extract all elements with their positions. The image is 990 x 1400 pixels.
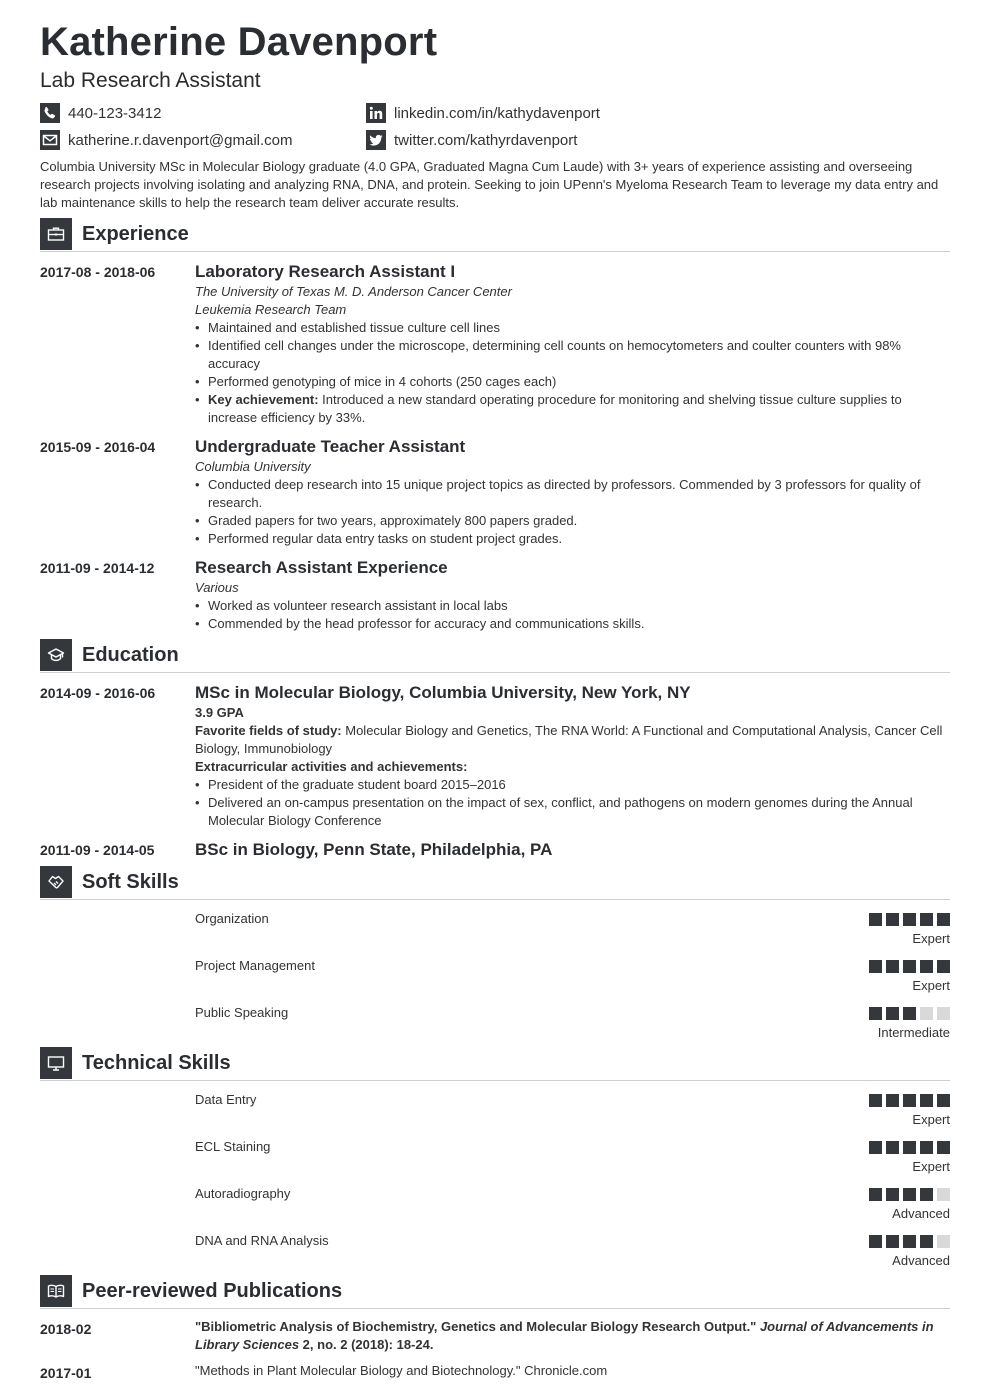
skill-rating [865, 1235, 950, 1248]
skill-level: Expert [912, 1159, 950, 1174]
fields-label: Favorite fields of study: [195, 723, 342, 738]
list-item: • Graded papers for two years, approximately 800 papers graded. [195, 512, 950, 530]
envelope-icon [40, 130, 60, 150]
rating-square-filled [886, 1235, 899, 1248]
rating-square-filled [903, 960, 916, 973]
email-text: katherine.r.davenport@gmail.com [68, 131, 293, 149]
rating-square-filled [937, 913, 950, 926]
rating-square-empty [937, 1235, 950, 1248]
skill-rating [865, 1188, 950, 1201]
skill-rating [865, 913, 950, 926]
contact-phone[interactable] [40, 102, 161, 124]
rating-square-empty [920, 1007, 933, 1020]
skill-row [40, 1233, 950, 1273]
extracurricular-label: Extracurricular activities and achievements: [195, 759, 468, 774]
rating-square-filled [903, 1141, 916, 1154]
section-title: Technical Skills [82, 1052, 231, 1074]
entry-title: MSc in Molecular Biology, Columbia University, New York, NY [195, 683, 691, 702]
entry-org: The University of Texas M. D. Anderson Cancer Center [195, 284, 512, 299]
skill-name: Public Speaking [195, 1005, 289, 1020]
skill-level: Expert [912, 931, 950, 946]
list-item: • Identified cell changes under the microscope, determining cell counts on hemocytometers and coulter counters with 98% accuracy [195, 337, 950, 373]
candidate-name: Katherine Davenport [40, 20, 438, 64]
monitor-icon [40, 1047, 72, 1079]
entry-title: BSc in Biology, Penn State, Philadelphia, PA [195, 840, 553, 859]
rating-square-filled [886, 1188, 899, 1201]
contact-linkedin[interactable] [366, 102, 600, 124]
skill-level: Expert [912, 1112, 950, 1127]
skill-level: Intermediate [877, 1025, 950, 1040]
phone-icon [40, 103, 60, 123]
list-item: • President of the graduate student board 2015–2016 [195, 776, 950, 794]
rating-square-filled [903, 1235, 916, 1248]
rating-square-filled [869, 1141, 882, 1154]
section-experience [40, 218, 950, 252]
rating-square-filled [886, 1094, 899, 1107]
list-item: • Conducted deep research into 15 unique project topics as directed by professors. Commended by 3 professors for quality of research. [195, 476, 950, 512]
section-title: Experience [82, 223, 189, 245]
gpa-text: 3.9 GPA [195, 705, 244, 720]
rating-square-filled [937, 1141, 950, 1154]
twitter-icon [366, 130, 386, 150]
rating-square-filled [903, 1188, 916, 1201]
skill-name: Autoradiography [195, 1186, 291, 1201]
twitter-text: twitter.com/kathyrdavenport [394, 131, 578, 149]
entry-date: 2018-02 [40, 1321, 92, 1337]
skill-rating [865, 960, 950, 973]
rating-square-filled [920, 1141, 933, 1154]
entry-org: Columbia University [195, 459, 311, 474]
rating-square-filled [869, 1235, 882, 1248]
resume-header [40, 18, 950, 94]
rating-square-filled [869, 960, 882, 973]
list-item: • Worked as volunteer research assistant in local labs [195, 597, 950, 615]
contact-block [40, 102, 950, 154]
publication-citation: "Methods in Plant Molecular Biology and Biotechnology." Chronicle.com [195, 1363, 608, 1378]
skill-row [40, 1092, 950, 1132]
entry-date: 2014-09 - 2016-06 [40, 685, 156, 701]
fields-of-study [195, 722, 950, 758]
rating-square-filled [920, 960, 933, 973]
rating-square-filled [886, 960, 899, 973]
briefcase-icon [40, 218, 72, 250]
rating-square-filled [920, 1235, 933, 1248]
section-technical-skills [40, 1047, 950, 1081]
entry-bullets [195, 319, 950, 427]
publication-title: "Bibliometric Analysis of Biochemistry, Genetics and Molecular Biology Research Output." [195, 1319, 757, 1334]
skill-name: DNA and RNA Analysis [195, 1233, 329, 1248]
handshake-icon [40, 866, 72, 898]
rating-square-empty [937, 1007, 950, 1020]
rating-square-filled [886, 1007, 899, 1020]
rating-square-filled [903, 913, 916, 926]
entry-bullets [195, 597, 950, 633]
section-education [40, 639, 950, 673]
rating-square-filled [937, 960, 950, 973]
entry-date: 2011-09 - 2014-05 [40, 842, 155, 858]
rating-square-empty [937, 1188, 950, 1201]
rating-square-filled [937, 1094, 950, 1107]
section-soft-skills [40, 866, 950, 900]
entry-bullets [195, 476, 950, 548]
skill-level: Advanced [892, 1253, 950, 1268]
section-title: Peer-reviewed Publications [82, 1280, 343, 1302]
section-title: Education [82, 644, 179, 666]
entry-title: Laboratory Research Assistant I [195, 262, 456, 281]
list-item: • Performed regular data entry tasks on student project grades. [195, 530, 950, 548]
skill-rating [865, 1094, 950, 1107]
rating-square-filled [920, 1094, 933, 1107]
rating-square-filled [869, 1007, 882, 1020]
key-achievement-text: Introduced a new standard operating procedure for monitoring and shelving tissue culture supplies to increase efficiency by 33%. [208, 392, 902, 425]
list-item: • Commended by the head professor for accuracy and communications skills. [195, 615, 950, 633]
rating-square-filled [903, 1094, 916, 1107]
entry-date: 2017-01 [40, 1365, 92, 1381]
fields-text: Molecular Biology and Genetics, The RNA World: A Functional and Computational Analysis, Cancer Cell Biology, Immunobiology [195, 723, 943, 756]
entry-title: Research Assistant Experience [195, 558, 448, 577]
publication-journal: Journal of Advancements in Library Sciences [195, 1319, 934, 1352]
rating-square-filled [886, 913, 899, 926]
list-item: • Performed genotyping of mice in 4 cohorts (250 cages each) [195, 373, 950, 391]
entry-date: 2015-09 - 2016-04 [40, 439, 156, 455]
entry-bullets [195, 776, 950, 830]
entry-title: Undergraduate Teacher Assistant [195, 437, 466, 456]
skill-row [40, 911, 950, 951]
professional-summary: Columbia University MSc in Molecular Biology graduate (4.0 GPA, Graduated Magna Cum Laude) with 3+ years of experience assisting and overseeing research projects involving isolating and analyzing RNA, DNA, and protein. Seeking to join UPenn's Myeloma Research Team to leverage my data entry and lab maintenance skills to help the research team deliver accurate results. [40, 159, 939, 210]
skill-row [40, 1005, 950, 1045]
rating-square-filled [869, 1188, 882, 1201]
publication-citation [195, 1318, 950, 1354]
skill-row [40, 958, 950, 998]
skill-level: Advanced [892, 1206, 950, 1221]
contact-twitter[interactable] [366, 129, 577, 151]
skill-level: Expert [912, 978, 950, 993]
rating-square-filled [886, 1141, 899, 1154]
section-publications [40, 1275, 950, 1309]
rating-square-filled [903, 1007, 916, 1020]
graduation-cap-icon [40, 639, 72, 671]
rating-square-filled [920, 913, 933, 926]
list-item: • Maintained and established tissue culture cell lines [195, 319, 950, 337]
linkedin-icon [366, 103, 386, 123]
contact-email[interactable] [40, 129, 293, 151]
rating-square-filled [869, 913, 882, 926]
section-title: Soft Skills [82, 871, 179, 893]
skill-name: ECL Staining [195, 1139, 271, 1154]
entry-org: Various [195, 580, 239, 595]
entry-date: 2017-08 - 2018-06 [40, 264, 156, 280]
candidate-title: Lab Research Assistant [40, 69, 261, 92]
key-achievement-label: Key achievement: [208, 392, 319, 407]
rating-square-filled [920, 1188, 933, 1201]
entry-date: 2011-09 - 2014-12 [40, 560, 155, 576]
rating-square-filled [869, 1094, 882, 1107]
skill-row [40, 1139, 950, 1179]
list-item: • Delivered an on-campus presentation on the impact of sex, conflict, and pathogens on modern genomes during the Annual Molecular Biology Conference [195, 794, 950, 830]
skill-row [40, 1186, 950, 1226]
publication-details: 2, no. 2 (2018): 18-24. [299, 1337, 434, 1352]
skill-rating [865, 1007, 950, 1020]
phone-text: 440-123-3412 [68, 104, 162, 122]
book-icon [40, 1275, 72, 1307]
skill-name: Data Entry [195, 1092, 257, 1107]
skill-name: Project Management [195, 958, 315, 973]
list-item [195, 391, 950, 427]
linkedin-text: linkedin.com/in/kathydavenport [394, 104, 600, 122]
skill-rating [865, 1141, 950, 1154]
entry-team: Leukemia Research Team [195, 302, 347, 317]
skill-name: Organization [195, 911, 269, 926]
